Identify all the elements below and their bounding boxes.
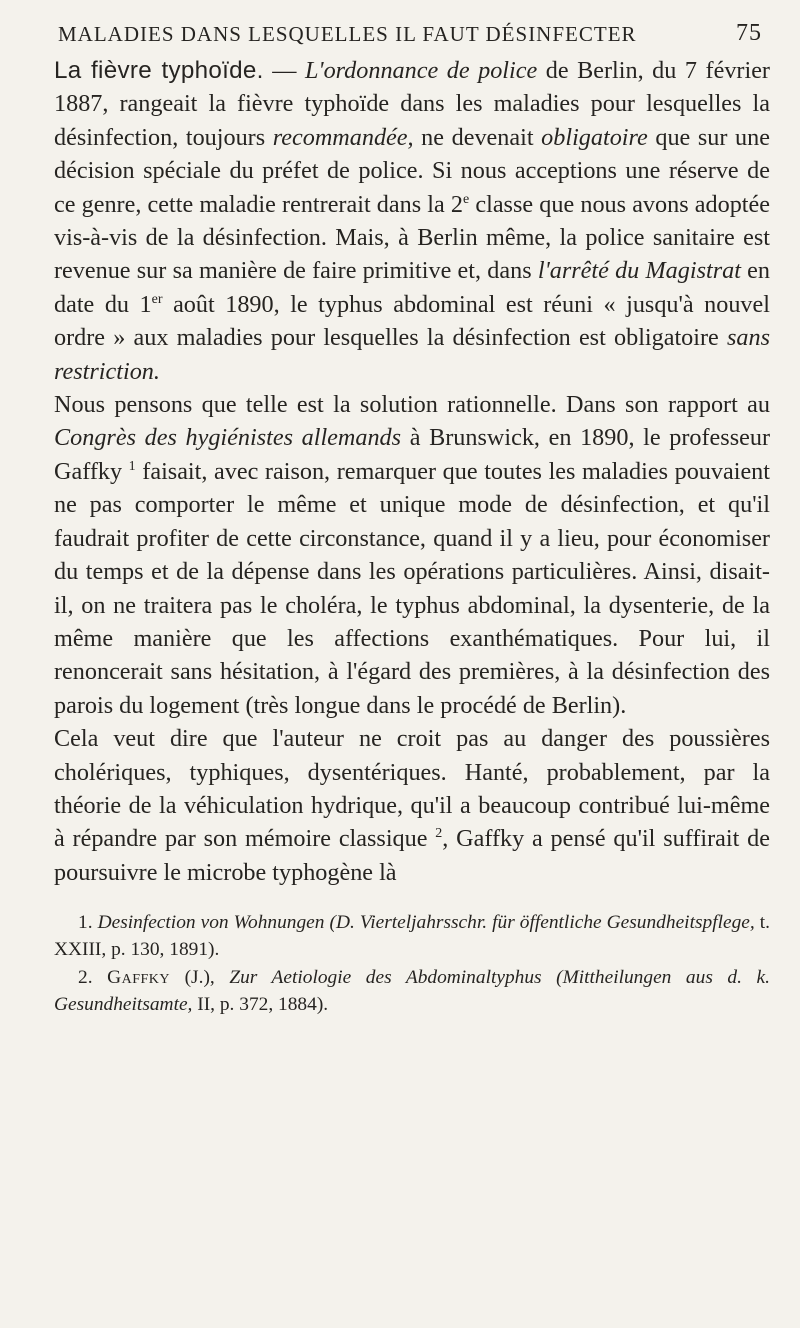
superscript: er	[151, 291, 163, 307]
italic-run: L'ordonnance de police	[304, 57, 538, 84]
italic-run: l'arrêté du Magistrat	[537, 257, 741, 285]
footnote-2	[54, 964, 770, 1018]
footnotes	[54, 909, 770, 1018]
text-run: en date du 1	[54, 257, 770, 318]
text-run: Nous pensons que telle est la solution rationnelle. Dans son rapport au	[54, 391, 770, 419]
paragraph-dust	[54, 722, 770, 889]
text-run: —	[263, 57, 305, 84]
text-run: août 1890, le typhus abdominal est réuni « jusqu'à nouvel ordre » aux maladies pour lesquelles la désinfection est obligatoire	[54, 290, 770, 352]
running-title: MALADIES DANS LESQUELLES IL FAUT DÉSINFECTER	[58, 22, 637, 46]
running-head	[54, 20, 770, 54]
italic-run: recommandée,	[272, 123, 414, 151]
page-number: 75	[736, 20, 762, 46]
book-page	[54, 20, 770, 1310]
paragraph-gaffky	[54, 388, 770, 722]
text-run: (J.),	[170, 966, 230, 988]
paragraph-typhoid	[54, 54, 770, 388]
footnote-number: 1.	[78, 912, 93, 934]
footnote-ref: 1	[128, 458, 136, 474]
italic-run: obligatoire	[541, 123, 648, 151]
footnote-number: 2.	[78, 966, 93, 988]
text-run: II, p. 372, 1884).	[192, 993, 329, 1015]
italic-run: Zur Aetiologie des Abdominaltyphus (Mittheilungen aus d. k. Gesundheitsamte,	[54, 966, 770, 1015]
italic-run: sans restriction.	[54, 324, 770, 385]
text-run: , Gaffky a pensé qu'il suffirait de poursuivre le microbe typhogène là	[54, 825, 770, 886]
text-run: ne devenait	[413, 123, 542, 151]
italic-run: Desinfection von Wohnungen (D. Vierteljahrsschr. für öffentliche Gesundheitspflege,	[97, 912, 755, 934]
text-run: classe que nous avons adoptée vis-à-vis de la désinfection. Mais, à Berlin même, la police sanitaire est revenue sur sa manière de faire primitive et, dans	[54, 190, 770, 285]
superscript: e	[463, 191, 470, 207]
footnote-1	[54, 909, 770, 963]
footnote-ref: 2	[435, 826, 443, 842]
text-run: de Berlin, du 7 février 1887, rangeait la fièvre typhoïde dans les maladies pour lesquelles la désinfection, toujours	[54, 57, 770, 151]
text-run: que sur une décision spéciale du préfet de police. Si nous acceptions une réserve de ce genre, cette maladie rentrerait dans la 2	[54, 123, 770, 218]
footnote-author: Gaffky	[107, 966, 171, 988]
body-text	[54, 54, 770, 889]
section-lead: La fièvre typhoïde.	[54, 57, 264, 84]
text-run: à Brunswick, en 1890, le professeur Gaffky	[54, 424, 770, 485]
text-run: t. XXIII, p. 130, 1891).	[54, 912, 770, 961]
text-run: Cela veut dire que l'auteur ne croit pas au danger des poussières cholériques, typhiques, dysentériques. Hanté, probablement, par la théorie de la véhiculation hydrique, qu'il a beaucoup contribué lui-même à répandre par son mémoire classique	[54, 725, 770, 853]
italic-run: Congrès des hygiénistes allemands	[54, 424, 402, 452]
text-run: faisait, avec raison, remarquer que toutes les maladies pouvaient ne pas comporter le même et unique mode de désinfection, et qu'il faudrait profiter de cette circonstance, quand il y a lieu, pour économiser du temps et de la dépense dans les opérations particulières. Ainsi, disait-il, on ne traitera pas le choléra, le typhus abdominal, la dysenterie, de la même manière que les affections exanthématiques. Pour lui, il renoncerait sans hésitation, à l'égard des premières, à la désinfection des parois du logement (très longue dans le procédé de Berlin).	[54, 457, 770, 719]
